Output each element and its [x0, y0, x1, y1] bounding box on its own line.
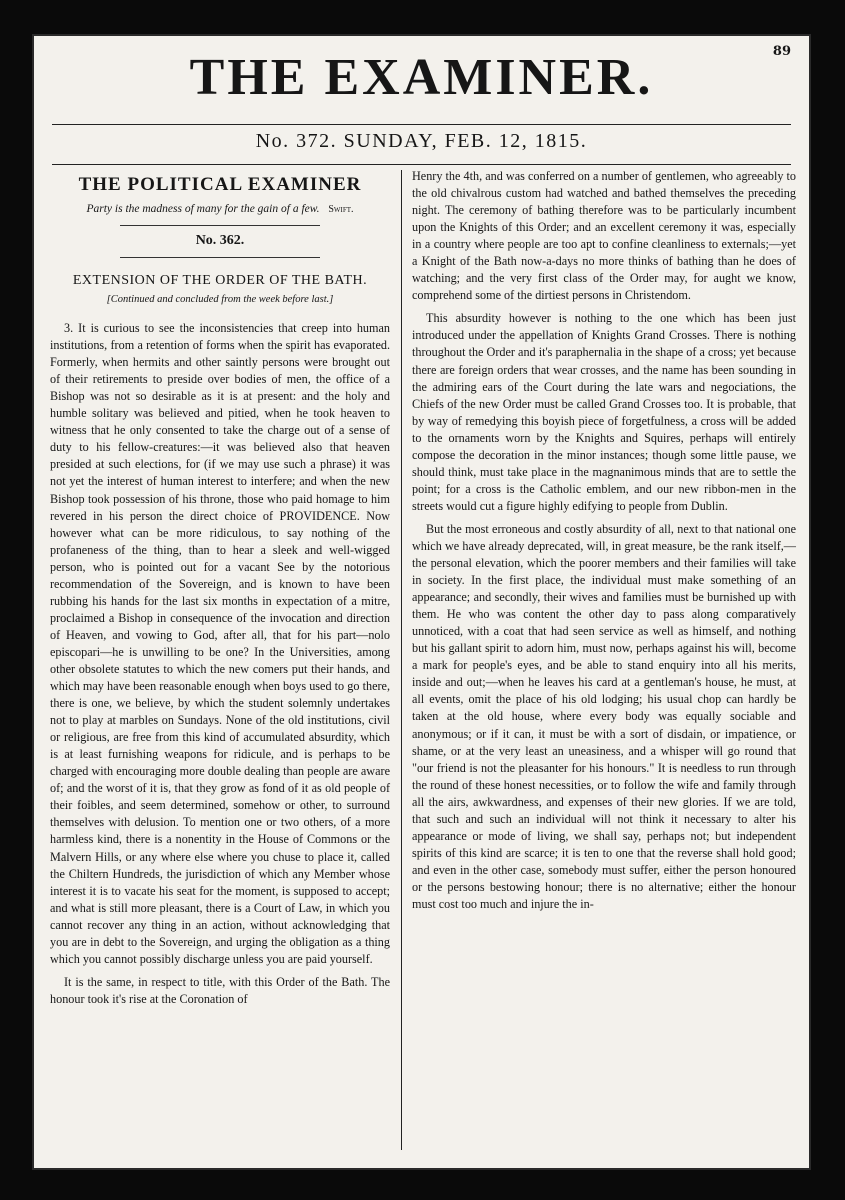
article-title: EXTENSION OF THE ORDER OF THE BATH. [72, 273, 368, 289]
masthead-rule-top [52, 124, 791, 125]
motto [50, 202, 390, 217]
masthead-rule-bottom [52, 164, 791, 165]
newspaper-page [34, 36, 809, 1168]
right-paragraph-1: Henry the 4th, and was conferred on a number of gentlemen, who agreeably to the old chivalrous custom had watched and bathed themselves the preceding night. The ceremony of bathing therefore was to be particularly incumbent upon the Knights of this Order; and an excellent ceremony it was, especially in a country where people are too apt to confine cleanliness to externals;—yet a Knight of the Bath now-a-days no more thinks of bathing than he does of watching; and the very first class of the Order may, for aught we know, comprehend some of the dirtiest persons in Christendom. [412, 169, 796, 303]
right-paragraph-2: This absurdity however is nothing to the one which has been just introduced under the appellation of Knights Grand Crosses. There is nothing throughout the Order and it's paraphernalia in the shape of a cross; yet because there are foreign orders that wear crosses, and the name has been sounding in the admiring ears of the Court during the late wars and negociations, the Chiefs of the new Order must be called Grand Crosses too. It is probable, that by way of remedying this boyish piece of forgetfulness, a cross will be added to the ornaments worn by the Knights and Squires, perhaps will entirely compose the decoration in the minor instances; though some little pause, we should think, must take place in the magnanimous minds that are to settle the point; for a cross is the Catholic emblem, and our new ribbon-men in the streets would cut a figure highly edifying to people from Dublin. [412, 311, 796, 513]
right-column [412, 168, 796, 913]
left-column [50, 172, 390, 1008]
motto-text: Party is the madness of many for the gain of a few. [86, 203, 320, 215]
right-paragraph-3: But the most erroneous and costly absurdity of all, next to that national one which we have already deprecated, will, in great measure, be the rank itself,—the personal elevation, which the poorer members and their families will take in society. In the first place, the individual must make something of an appearance; and secondly, their wives and families must be burnished up with them. He who was content the other day to pass along comparatively unnoticed, with a coat that had seen service as well as himself, and nothing but his gallant spirit to adorn him, must now, perhaps against his will, become a mark for people's eyes, and be able to stand enquiry into all his merits, inside and out;—when he leaves his card at a gentleman's house, he must, at all events, omit the place of his old lodging; his usual chop can hardly be taken at the old house, where every body was equally sociable and anonymous; or if it can, it must be with a sort of disdain, or impatience, or shame, or at the very least an uneasiness, and a whisper will go round that "our friend is not the pleasanter for his honours." It is needless to run through the round of these honest necessities, or to follow the wife and family through all the airs, awkwardness, and expenses of their new glories. If we are told, that such and such an individual will not think it necessary to alter his appearance or mode of living, we shall say, perhaps not; but independent spirits of this kind are scarce; it is ten to one that the reverse shall hold good; and even in the other case, somebody must suffer, either the person honoured or the persons bestowing honour; there is no alternative; either the honour must cost too much and injure the in- [412, 521, 796, 911]
column-divider [401, 170, 402, 1150]
motto-attribution: Swift. [328, 204, 354, 215]
article-number: No. 362. [120, 225, 320, 258]
page-number: 89 [772, 44, 791, 59]
left-paragraph-2: It is the same, in respect to title, with this Order of the Bath. The honour took it's rise at the Coronation of [50, 974, 390, 1006]
issue-line: No. 372. SUNDAY, FEB. 12, 1815. [255, 130, 588, 152]
article-subtitle: [Continued and concluded from the week before last.] [106, 294, 334, 306]
section-title: THE POLITICAL EXAMINER [78, 174, 362, 195]
masthead: THE EXAMINER. [189, 49, 654, 106]
left-paragraph-1: 3. It is curious to see the inconsistencies that creep into human institutions, from a retention of forms when the spirit has evaporated. Formerly, when hermits and other saintly persons were brought out of their retirements to preside over bodies of men, the office of a Bishop was not so desirable as it is at present: and the holy and humble solitary was believed and pitied, when he took heaven to witness that he only consented to take the charge out of a sense of duty to his fellow-creatures:—it was believed also that heaven presided at such elections, for (if we may use such a phrase) it was not yet the interest of human interest to interfere; and when the new Bishop took possession of his throne, those who paid homage to him revered in his person the direct choice of PROVIDENCE. Now however what can be more ridiculous, to say nothing of the profaneness of the thing, than to hear a sleek and well-wigged person, who is pointed out for a vacant See by the notorious recommendation of the Sovereign, and is known to have been rubbing his hands for the last six months in expectation of a mitre, proclaimed a Bishop in consequence of the invocation and direction of Heaven, and vowing to God, after all, that for his part—nolo episcopari—he is unwilling to be one? In the Universities, among other obsolete statutes to which the new comers put their hands, and which may have been reasonable enough when boys used to go there, there is one, we believe, by which the student solemnly undertakes not to play at marbles on Sundays. None of the old institutions, civil or religious, are free from this kind of accumulated absurdity, which is at least furnishing weapons for ridicule, and is perhaps to be charged with encouraging more double dealing than people are aware of; and the worst of it is, that they grow as fond of it as old people of their foibles, and seem determined, somehow or other, to surround themselves with delusion. To mention one or two others, of a more harmless kind, there is a nonentity in the House of Commons or the Malvern Hills, or any where else where you chuse to place it, called the Chiltern Hundreds, the jurisdiction of which any Member whose interest it is to vacate his seat for the moment, is supposed to accept; and what is still more pleasant, there is a Court of Law, in which you cannot recover any thing in an action, without acknowledging that you are in debt to the Sovereign, and urging the obligation as a thing which you cannot possibly discharge unless you are paid yourself. [50, 321, 390, 966]
